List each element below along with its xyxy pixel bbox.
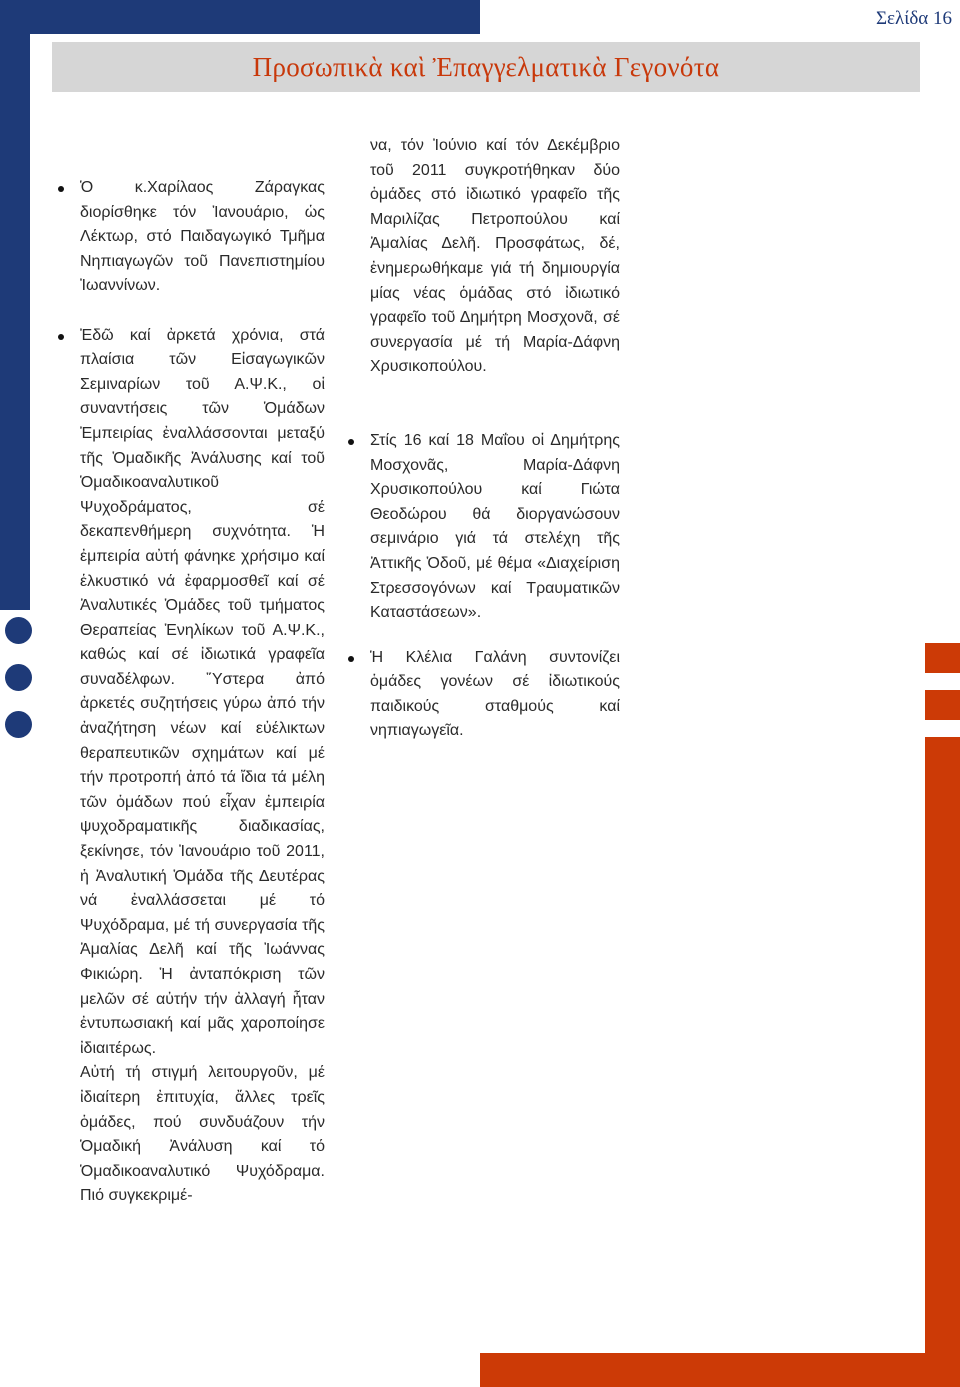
paragraph: να, τόν Ἰούνιο καί τόν Δεκέμβριο τοῦ 2011 συγκροτήθηκαν δύο ὁμάδες στό ἰδιωτικό γραφεῖο τῆς Μαριλίζας Πετροπούλου καί Ἀμαλίας Δελῆ. Προσφάτως, δέ, ἐνημερωθήκαμε γιά τή δημιουργία μίας νέας ὁμάδας στό ἰδιωτικό γραφεῖο τοῦ Δημήτρη Μοσχονᾶ, σέ συνεργασία μέ τή Μαρία-Δάφνη Χρυσικοπούλου. bbox=[370, 137, 620, 376]
orange-side-block bbox=[925, 643, 960, 673]
title-band bbox=[52, 42, 920, 92]
page-number: Σελίδα 16 bbox=[875, 8, 952, 29]
paragraph: Αὐτή τή στιγμή λειτουργοῦν, μέ ἰδιαίτερη ἐπιτυχία, ἄλλες τρεῖς ὁμάδες, πού συνδυάζουν τήν Ὁμαδική Ἀνάλυση καί τό Ὁμαδικοαναλυτικό Ψυχόδραμα. Πιό συγκεκριμέ- bbox=[80, 1064, 325, 1205]
left-column bbox=[80, 176, 325, 1209]
list-item: Στίς 16 καί 18 Μαΐου οἱ Δημήτρης Μοσχονᾶς, Μαρία-Δάφνη Χρυσικοπούλου καί Γιώτα Θεοδώρου θά διοργανώσουν σεμινάριο γιά τά στελέχη τῆς Ἀττικῆς Ὁδοῦ, μέ θέμα «Διαχείριση Στρεσσογόνων καί Τραυματικῶν Καταστάσεων». bbox=[370, 429, 620, 626]
decorative-dot bbox=[5, 617, 32, 644]
orange-side-block bbox=[925, 690, 960, 720]
orange-side-bar bbox=[925, 737, 960, 1353]
left-navy-bar bbox=[0, 0, 30, 610]
list-item: Ὁ κ.Χαρίλαος Ζάραγκας διορίσθηκε τόν Ἰανουάριο, ὡς Λέκτωρ, στό Παιδαγωγικό Τμῆμα Νηπιαγωγῶν τοῦ Πανεπιστημίου Ἰωαννίνων. bbox=[80, 176, 325, 299]
top-navy-bar bbox=[0, 0, 480, 34]
bottom-orange-bar bbox=[480, 1353, 960, 1387]
page-title: Προσωπικὰ καὶ Ἐπαγγελματικὰ Γεγονότα bbox=[252, 51, 720, 82]
list-item: Ἐδῶ καί ἀρκετά χρόνια, στά πλαίσια τῶν Εἰσαγωγικῶν Σεμιναρίων τοῦ Α.Ψ.Κ., οἱ συναντήσεις τῶν Ὁμάδων Ἐμπειρίας ἐναλλάσσονται μεταξύ τῆς Ὁμαδικῆς Ἀνάλυσης καί τοῦ Ὁμαδικοαναλυτικοῦ Ψυχοδράματος, σέ δεκαπενθήμερη συχνότητα. Ἡ ἐμπειρία αὐτή φάνηκε χρήσιμο καί ἑλκυστικό νά ἐφαρμοσθεῖ καί σέ Ἀναλυτικές Ὁμάδες τοῦ τμήματος Θεραπείας Ἐνηλίκων τοῦ Α.Ψ.Κ., καθώς καί σέ ἰδιωτικά γραφεῖα συναδέλφων. Ὕστερα ἀπό ἀρκετές συζητήσεις γύρω ἀπό τήν ἀναζήτηση νέων καί εὐέλικτων θεραπευτικῶν σχημάτων καί μέ τήν προτροπή ἀπό τά ἴδια τά μέλη τῶν ὁμάδων πού εἶχαν ἐμπειρία ψυχοδραματικῆς διαδικασίας, ξεκίνησε, τόν Ἰανουάριο τοῦ 2011, ἡ Ἀναλυτική Ὁμάδα τῆς Δευτέρας νά ἐναλλάσσεται μέ τό Ψυχόδραμα, μέ τή συνεργασία τῆς Ἀμαλίας Δελῆ καί τῆς Ἰωάννας Φικιώρη. Ἡ ἀνταπόκριση τῶν μελῶν σέ αὐτήν τήν ἀλλαγή ἦταν ἐντυπωσιακή καί μᾶς χαροποίησε ἰδιαιτέρως. bbox=[80, 324, 325, 1062]
list-item: Ἡ Κλέλια Γαλάνη συντονίζει ὁμάδες γονέων σέ ἰδιωτικούς παιδικούς σταθμούς καί νηπιαγωγεῖα. bbox=[370, 646, 620, 744]
decorative-dot bbox=[5, 664, 32, 691]
right-column bbox=[370, 134, 620, 744]
decorative-dot bbox=[5, 711, 32, 738]
